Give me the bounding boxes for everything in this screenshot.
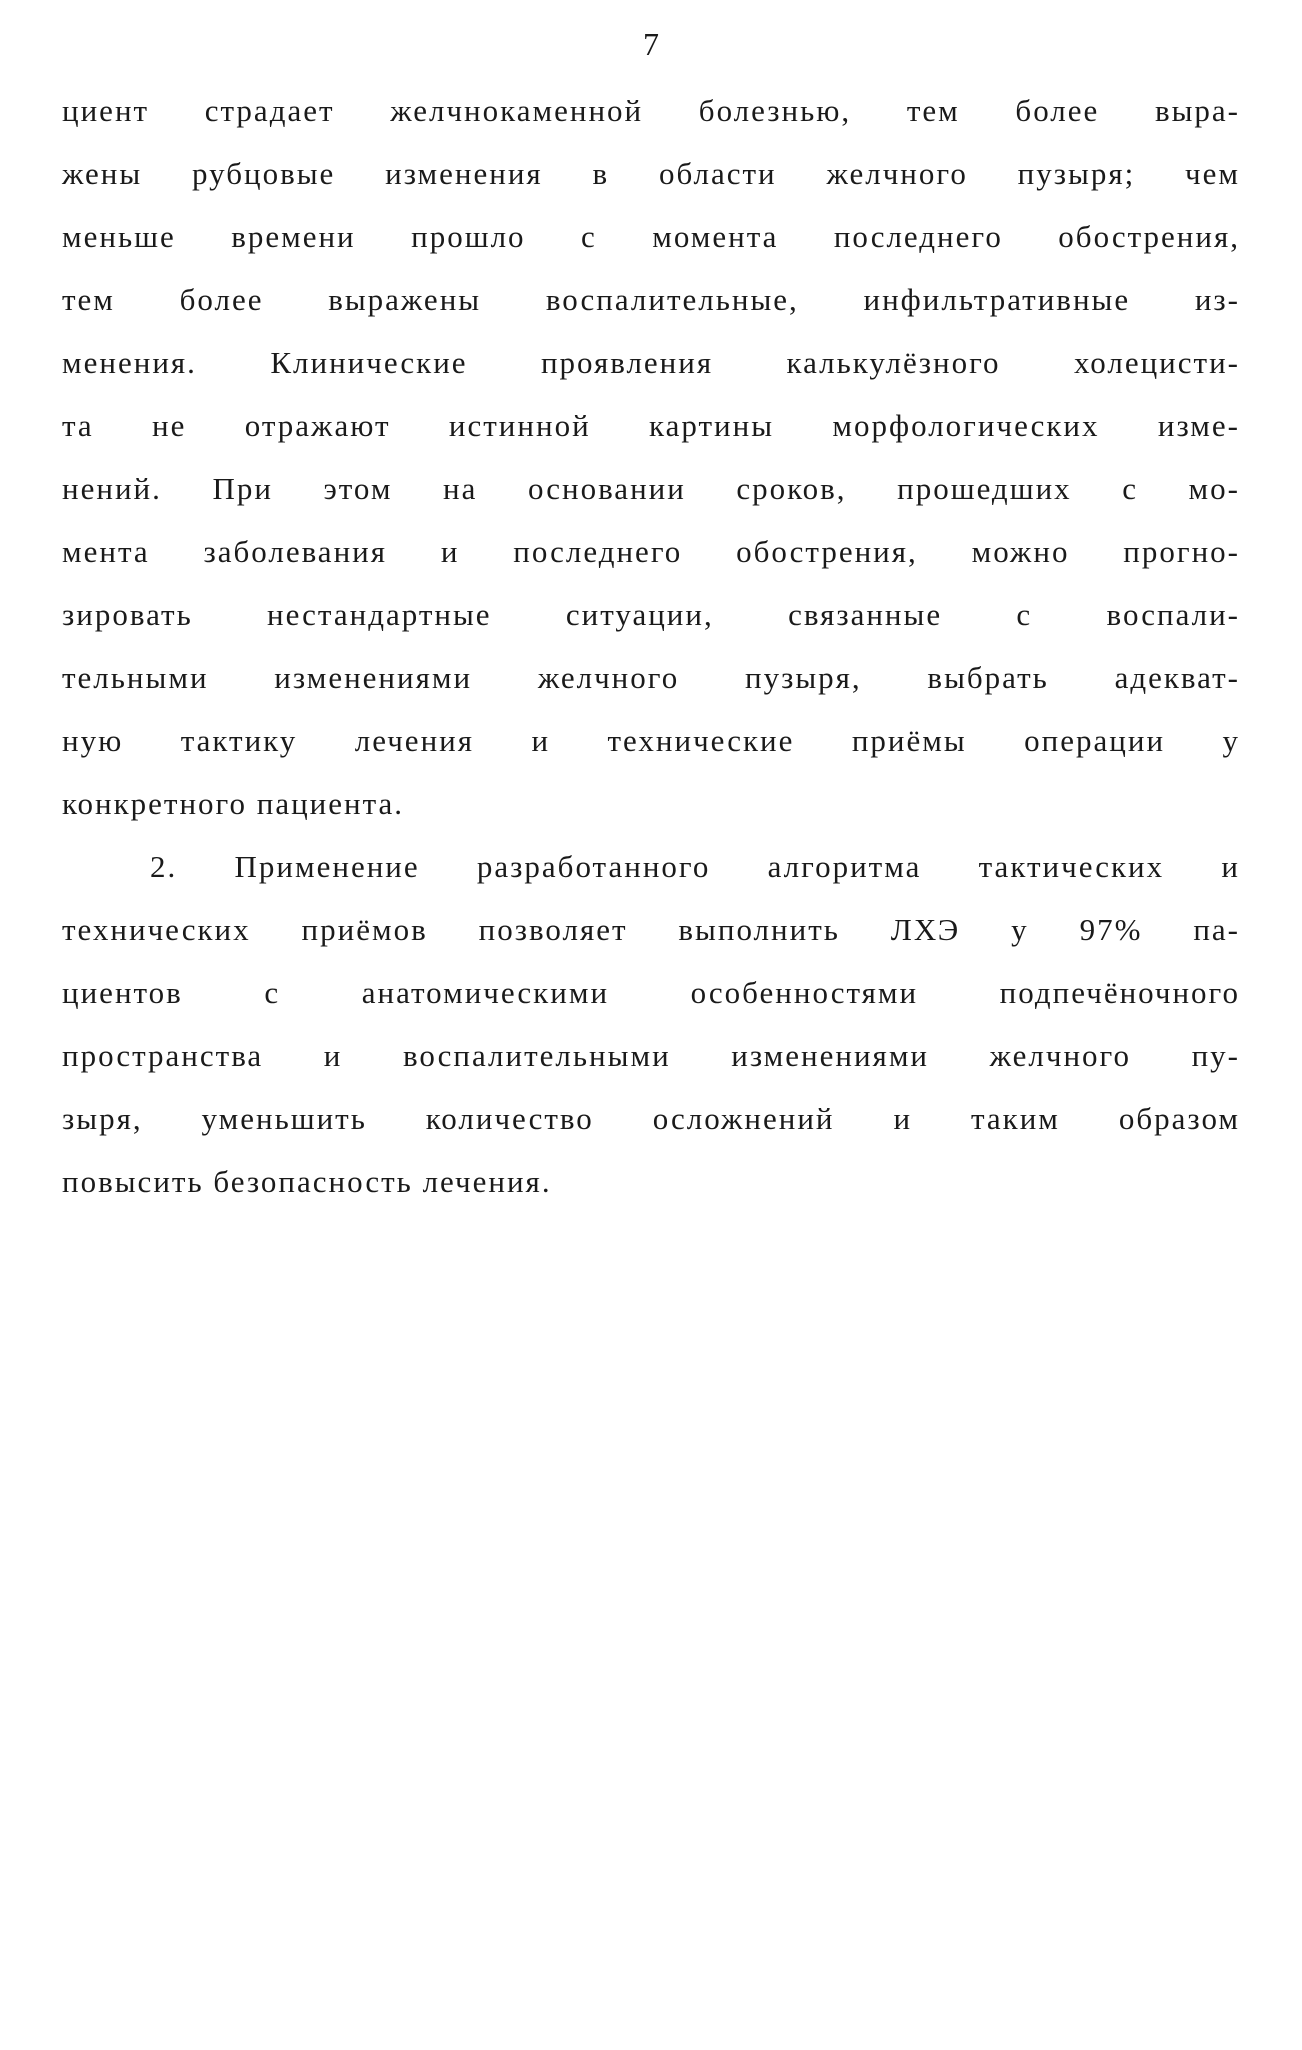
body-text xyxy=(62,79,1240,1213)
text-line: ную тактику лечения и технические приёмы операции у xyxy=(62,723,1240,758)
text-line: нений. При этом на основании сроков, прошедших с мо- xyxy=(62,471,1240,506)
paragraph-2 xyxy=(62,835,1240,1213)
text-line: повысить безопасность лечения. xyxy=(62,1164,552,1199)
text-line: тем более выражены воспалительные, инфильтративные из- xyxy=(62,282,1240,317)
text-line: технических приёмов позволяет выполнить ЛХЭ у 97% па- xyxy=(62,912,1240,947)
text-line: зыря, уменьшить количество осложнений и таким образом xyxy=(62,1101,1240,1136)
text-line: пространства и воспалительными изменениями желчного пу- xyxy=(62,1038,1240,1073)
paragraph-1 xyxy=(62,79,1240,835)
text-line: менения. Клинические проявления калькулёзного холецисти- xyxy=(62,345,1240,380)
text-line: мента заболевания и последнего обострения, можно прогно- xyxy=(62,534,1240,569)
text-line: тельными изменениями желчного пузыря, выбрать адекват- xyxy=(62,660,1240,695)
text-line: циент страдает желчнокаменной болезнью, тем более выра- xyxy=(62,93,1240,128)
page-number: 7 xyxy=(643,26,659,62)
text-line: конкретного пациента. xyxy=(62,786,405,821)
text-line: зировать нестандартные ситуации, связанные с воспали- xyxy=(62,597,1240,632)
text-line: 2. Применение разработанного алгоритма тактических и xyxy=(150,849,1240,884)
text-line: меньше времени прошло с момента последнего обострения, xyxy=(62,219,1240,254)
text-line: циентов с анатомическими особенностями подпечёночного xyxy=(62,975,1240,1010)
text-line: жены рубцовые изменения в области желчного пузыря; чем xyxy=(62,156,1240,191)
text-line: та не отражают истинной картины морфологических изме- xyxy=(62,408,1240,443)
